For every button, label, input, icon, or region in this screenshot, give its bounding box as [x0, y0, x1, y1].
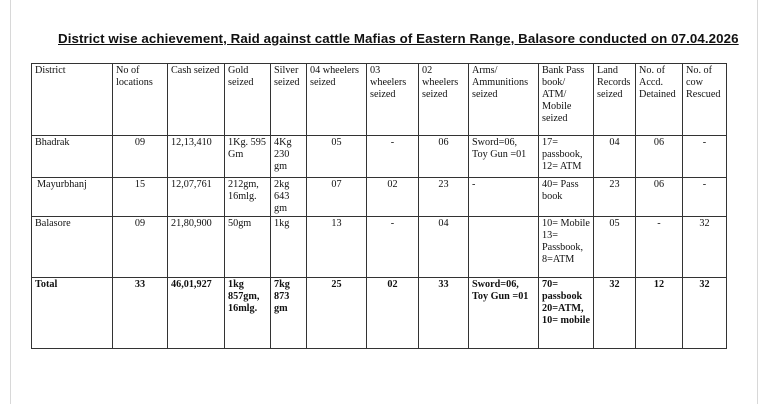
cell-accused: 12 — [636, 278, 683, 349]
cell-3-wheelers: 02 — [367, 178, 419, 217]
cell-district: Balasore — [32, 217, 113, 278]
cell-2-wheelers: 23 — [419, 178, 469, 217]
cell-locations: 33 — [113, 278, 168, 349]
cell-gold: 1Kg. 595 Gm — [225, 136, 271, 178]
header-cash: Cash seized — [168, 64, 225, 136]
cell-bank: 40= Pass book — [539, 178, 594, 217]
cell-district: Bhadrak — [32, 136, 113, 178]
header-2-wheelers: 02 wheelers seized — [419, 64, 469, 136]
cell-2-wheelers: 04 — [419, 217, 469, 278]
cell-land-records: 23 — [594, 178, 636, 217]
header-arms: Arms/ Ammunitions seized — [469, 64, 539, 136]
cell-2-wheelers: 33 — [419, 278, 469, 349]
cell-cows: 32 — [683, 217, 727, 278]
cell-3-wheelers: - — [367, 136, 419, 178]
cell-2-wheelers: 06 — [419, 136, 469, 178]
cell-gold: 50gm — [225, 217, 271, 278]
cell-accused: - — [636, 217, 683, 278]
page-border-right — [757, 0, 758, 404]
cell-locations: 09 — [113, 217, 168, 278]
cell-4-wheelers: 13 — [307, 217, 367, 278]
cell-4-wheelers: 25 — [307, 278, 367, 349]
header-silver: Silver seized — [271, 64, 307, 136]
cell-3-wheelers: 02 — [367, 278, 419, 349]
cell-bank: 70= passbook 20=ATM, 10= mobile — [539, 278, 594, 349]
cell-accused: 06 — [636, 178, 683, 217]
header-accused: No. of Accd. Detained — [636, 64, 683, 136]
cell-accused: 06 — [636, 136, 683, 178]
page-border-left — [10, 0, 11, 404]
total-row — [32, 278, 727, 349]
cell-land-records: 05 — [594, 217, 636, 278]
cell-cash: 12,07,761 — [168, 178, 225, 217]
table-header-row — [32, 64, 727, 136]
cell-4-wheelers: 05 — [307, 136, 367, 178]
cell-3-wheelers: - — [367, 217, 419, 278]
cell-4-wheelers: 07 — [307, 178, 367, 217]
cell-silver: 7kg 873 gm — [271, 278, 307, 349]
cell-district: Mayurbhanj — [32, 178, 113, 217]
cell-cash: 46,01,927 — [168, 278, 225, 349]
cell-arms: Sword=06, Toy Gun =01 — [469, 278, 539, 349]
cell-cows: - — [683, 136, 727, 178]
cell-silver: 4Kg 230 gm — [271, 136, 307, 178]
table-row — [32, 136, 727, 178]
cell-land-records: 32 — [594, 278, 636, 349]
table-row — [32, 217, 727, 278]
cell-silver: 2kg 643 gm — [271, 178, 307, 217]
cell-cash: 12,13,410 — [168, 136, 225, 178]
cell-gold: 1kg 857gm, 16mlg. — [225, 278, 271, 349]
cell-cows: 32 — [683, 278, 727, 349]
header-4-wheelers: 04 wheelers seized — [307, 64, 367, 136]
achievement-table — [31, 63, 727, 349]
cell-bank: 17= passbook, 12= ATM — [539, 136, 594, 178]
cell-arms: Sword=06, Toy Gun =01 — [469, 136, 539, 178]
header-locations: No of locations — [113, 64, 168, 136]
cell-gold: 212gm, 16mlg. — [225, 178, 271, 217]
header-3-wheelers: 03 wheelers seized — [367, 64, 419, 136]
cell-bank: 10= Mobile 13= Passbook, 8=ATM — [539, 217, 594, 278]
cell-arms: - — [469, 178, 539, 217]
header-cows: No. of cow Rescued — [683, 64, 727, 136]
cell-district: Total — [32, 278, 113, 349]
cell-silver: 1kg — [271, 217, 307, 278]
cell-locations: 09 — [113, 136, 168, 178]
header-land-records: Land Records seized — [594, 64, 636, 136]
header-bank: Bank Pass book/ ATM/ Mobile seized — [539, 64, 594, 136]
cell-cows: - — [683, 178, 727, 217]
cell-locations: 15 — [113, 178, 168, 217]
table-row — [32, 178, 727, 217]
header-district: District — [32, 64, 113, 136]
cell-land-records: 04 — [594, 136, 636, 178]
header-gold: Gold seized — [225, 64, 271, 136]
cell-cash: 21,80,900 — [168, 217, 225, 278]
document-title: District wise achievement, Raid against cattle Mafias of Eastern Range, Balasore conducted on 07.04.2026 — [58, 31, 739, 46]
cell-arms — [469, 217, 539, 278]
